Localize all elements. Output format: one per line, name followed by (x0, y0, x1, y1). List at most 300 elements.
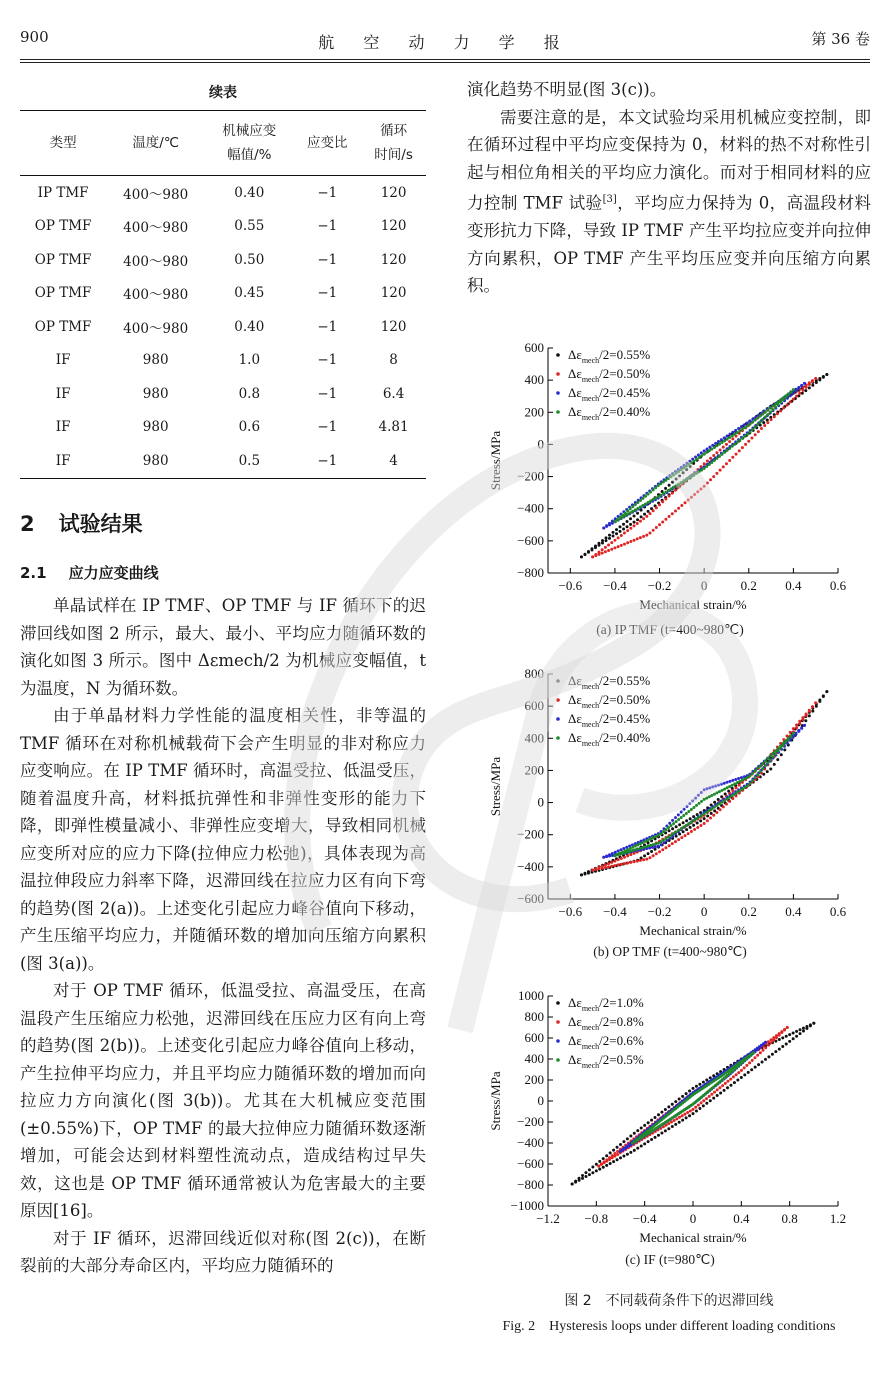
data-point (797, 387, 800, 390)
data-point (587, 872, 590, 875)
data-point (580, 555, 583, 558)
data-point (756, 417, 759, 420)
data-point (738, 439, 741, 442)
data-point (644, 840, 647, 843)
data-point (692, 1087, 695, 1090)
data-point (649, 500, 652, 503)
data-point (712, 475, 715, 478)
data-point (750, 437, 753, 440)
data-point (699, 824, 702, 827)
y-tick-label: 600 (524, 340, 544, 355)
data-point (786, 1026, 789, 1029)
data-point (708, 1095, 711, 1098)
data-point (631, 505, 634, 508)
left-column (20, 70, 426, 479)
data-point (783, 748, 786, 751)
data-point (743, 786, 746, 789)
data-point (612, 531, 615, 534)
x-tick-label: 0.6 (829, 578, 847, 593)
data-point (613, 546, 616, 549)
data-point (698, 816, 701, 819)
data-point (699, 487, 702, 490)
data-point (667, 1127, 670, 1130)
data-point (659, 832, 662, 835)
data-point (718, 455, 721, 458)
data-point (822, 376, 825, 379)
data-point (725, 462, 728, 465)
data-point (767, 1040, 770, 1043)
data-point (624, 851, 627, 854)
data-point (740, 1076, 743, 1079)
data-point (808, 714, 811, 717)
legend-marker (556, 717, 560, 721)
data-point (825, 690, 828, 693)
data-point (642, 535, 645, 538)
data-point (782, 398, 785, 401)
data-point (803, 382, 806, 385)
data-point (700, 451, 703, 454)
y-tick-label: −200 (517, 1114, 544, 1129)
table-cell: 120 (380, 184, 407, 201)
data-point (664, 497, 667, 500)
section-heading: 2 试验结果 (20, 512, 143, 536)
data-point (683, 808, 686, 811)
data-point (695, 804, 698, 807)
data-point (722, 805, 725, 808)
data-point (802, 1030, 805, 1033)
data-point (788, 1033, 791, 1036)
data-point (652, 836, 655, 839)
data-point (626, 850, 629, 853)
data-point (723, 451, 726, 454)
y-axis-label: Stress/MPa (488, 756, 503, 817)
data-point (706, 459, 709, 462)
data-point (655, 506, 658, 509)
data-point (604, 546, 607, 549)
data-point (705, 811, 708, 814)
data-point (682, 821, 685, 824)
data-point (695, 458, 698, 461)
parameter-table (20, 110, 426, 479)
data-point (661, 500, 664, 503)
data-point (652, 498, 655, 501)
chart-op-tmf-caption: (b) OP TMF (t=400~980℃) (593, 944, 747, 959)
data-point (671, 1125, 674, 1128)
data-point (643, 1124, 646, 1127)
table-cell: 0.8 (238, 385, 261, 402)
data-point (674, 1123, 677, 1126)
data-point (804, 389, 807, 392)
data-point (629, 1135, 632, 1138)
x-tick-label: −0.6 (558, 904, 583, 919)
data-point (818, 378, 821, 381)
data-point (685, 805, 688, 808)
data-point (578, 1179, 581, 1182)
data-point (685, 465, 688, 468)
data-point (614, 851, 617, 854)
data-point (616, 853, 619, 856)
data-point (636, 501, 639, 504)
data-point (799, 1032, 802, 1035)
data-point (698, 456, 701, 459)
data-point (662, 839, 665, 842)
x-axis-label: Mechanical strain/% (639, 1230, 747, 1245)
table-cell: −1 (317, 352, 338, 369)
table-cell: IF (55, 352, 71, 369)
data-point (672, 474, 675, 477)
data-point (735, 453, 738, 456)
data-point (798, 722, 801, 725)
data-point (735, 786, 738, 789)
table-cell: 0.55 (234, 218, 265, 235)
data-point (770, 1038, 773, 1041)
data-point (622, 523, 625, 526)
data-point (612, 535, 615, 538)
data-point (692, 460, 695, 463)
data-point (752, 1051, 755, 1054)
data-point (642, 517, 645, 520)
chart-if-caption: (c) IF (t=980℃) (625, 1252, 715, 1267)
data-point (743, 777, 746, 780)
data-point (774, 749, 777, 752)
data-point (703, 485, 706, 488)
data-point (633, 860, 636, 863)
table-cell: 4 (361, 444, 426, 478)
data-point (718, 1086, 721, 1089)
data-point (658, 523, 661, 526)
data-point (617, 545, 620, 548)
data-point (706, 482, 709, 485)
table-cell: 400～980 (123, 253, 189, 270)
data-point (639, 520, 642, 523)
data-point (795, 1030, 798, 1033)
data-point (670, 475, 673, 478)
table-cell: −1 (293, 444, 361, 478)
data-point (754, 419, 757, 422)
data-point (661, 848, 664, 851)
data-point (601, 548, 604, 551)
data-point (598, 1160, 601, 1163)
data-point (789, 731, 792, 734)
data-point (737, 1071, 740, 1074)
legend-label: $\Delta\varepsilon_{mech}/2=0.8\%$ (568, 1014, 644, 1032)
table-cell: 400～980 (123, 320, 189, 337)
data-point (743, 1066, 746, 1069)
data-point (641, 841, 644, 844)
data-point (792, 732, 795, 735)
data-point (626, 541, 629, 544)
data-point (690, 475, 693, 478)
data-point (724, 1082, 727, 1085)
data-point (626, 862, 629, 865)
data-point (611, 1156, 614, 1159)
column-header: 机械应变 幅值/% (205, 111, 293, 176)
data-point (623, 856, 626, 859)
chart-ip-tmf-svg (470, 338, 870, 628)
data-point (689, 826, 692, 829)
data-point (654, 842, 657, 845)
legend-label: $\Delta\varepsilon_{mech}/2=0.40\%$ (568, 404, 651, 422)
data-point (657, 834, 660, 837)
left-body-text (20, 592, 426, 1280)
data-point (769, 754, 772, 757)
data-point (664, 1129, 667, 1132)
data-point (581, 1177, 584, 1180)
data-point (731, 794, 734, 797)
data-point (629, 850, 632, 853)
data-point (769, 406, 772, 409)
data-point (690, 461, 693, 464)
legend-marker (556, 1020, 560, 1024)
x-tick-label: −1.2 (536, 1211, 560, 1226)
legend-label: $\Delta\varepsilon_{mech}/2=0.50\%$ (568, 366, 651, 384)
data-point (746, 776, 749, 779)
data-point (761, 418, 764, 421)
data-point (702, 1099, 705, 1102)
data-point (684, 501, 687, 504)
y-tick-label: 800 (524, 666, 544, 681)
data-point (792, 1037, 795, 1040)
legend-label: $\Delta\varepsilon_{mech}/2=0.6\%$ (568, 1033, 644, 1051)
data-point (709, 1099, 712, 1102)
data-point (601, 541, 604, 544)
data-point (634, 508, 637, 511)
data-point (769, 758, 772, 761)
legend-marker (556, 1001, 560, 1005)
data-point (789, 735, 792, 738)
data-point (685, 812, 688, 815)
data-point (728, 780, 731, 783)
data-point (631, 849, 634, 852)
data-point (743, 426, 746, 429)
data-point (759, 415, 762, 418)
data-point (657, 495, 660, 498)
data-point (692, 806, 695, 809)
data-point (814, 701, 817, 704)
data-point (607, 865, 610, 868)
data-point (644, 502, 647, 505)
data-point (715, 811, 718, 814)
data-point (668, 844, 671, 847)
data-point (692, 1112, 695, 1115)
x-tick-label: 0.4 (733, 1211, 750, 1226)
y-tick-label: −600 (517, 891, 544, 906)
data-point (726, 434, 729, 437)
data-point (648, 532, 651, 535)
data-point (605, 1154, 608, 1157)
data-point (748, 1061, 751, 1064)
data-point (636, 512, 639, 515)
data-point (699, 819, 702, 822)
column-header: 应变比 (293, 111, 361, 176)
y-axis-label: Stress/MPa (488, 430, 503, 491)
data-point (664, 828, 667, 831)
data-point (657, 1134, 660, 1137)
table-row (20, 210, 426, 244)
data-point (782, 744, 785, 747)
chart-op-tmf (470, 664, 870, 948)
y-tick-label: 0 (537, 436, 544, 452)
data-point (668, 515, 671, 518)
data-point (671, 492, 674, 495)
data-point (689, 817, 692, 820)
table-row (20, 243, 426, 277)
legend-marker (556, 372, 560, 376)
data-point (652, 509, 655, 512)
data-point (705, 465, 708, 468)
data-point (812, 1022, 815, 1025)
data-point (731, 445, 734, 448)
data-point (792, 727, 795, 730)
data-point (778, 1034, 781, 1037)
data-point (756, 767, 759, 770)
data-point (785, 1042, 788, 1045)
data-point (731, 797, 734, 800)
data-point (705, 1097, 708, 1100)
data-point (610, 541, 613, 544)
data-point (680, 481, 683, 484)
data-point (761, 767, 764, 770)
column-header: 温度/℃ (106, 111, 205, 176)
data-point (621, 516, 624, 519)
data-point (805, 1027, 808, 1030)
data-point (633, 539, 636, 542)
legend-label: $\Delta\varepsilon_{mech}/2=0.5\%$ (568, 1052, 644, 1070)
data-point (626, 529, 629, 532)
data-point (647, 493, 650, 496)
data-point (664, 837, 667, 840)
data-point (678, 1097, 681, 1100)
data-point (698, 802, 701, 805)
data-point (779, 747, 782, 750)
data-point (580, 873, 583, 876)
data-point (621, 852, 624, 855)
data-point (640, 1145, 643, 1148)
data-point (687, 463, 690, 466)
data-point (670, 1121, 673, 1124)
data-point (681, 1119, 684, 1122)
x-tick-label: −0.4 (632, 1211, 657, 1226)
data-point (710, 794, 713, 797)
data-point (633, 524, 636, 527)
data-point (680, 468, 683, 471)
data-point (708, 809, 711, 812)
data-point (788, 1040, 791, 1043)
data-point (733, 1081, 736, 1084)
data-point (811, 384, 814, 387)
data-point (700, 1101, 703, 1104)
table-cell: −1 (317, 419, 338, 436)
x-tick-label: 1.2 (829, 1211, 847, 1226)
data-point (613, 1152, 616, 1155)
data-point (766, 408, 769, 411)
data-point (657, 845, 660, 848)
data-point (680, 827, 683, 830)
data-point (731, 434, 734, 437)
data-point (792, 1032, 795, 1035)
data-point (703, 453, 706, 456)
data-point (715, 791, 718, 794)
y-tick-label: 200 (524, 1072, 544, 1087)
data-point (626, 520, 629, 523)
data-point (751, 779, 754, 782)
x-tick-label: 0 (700, 904, 708, 919)
data-point (581, 1174, 584, 1177)
data-point (756, 1054, 759, 1057)
data-point (763, 424, 766, 427)
data-point (766, 413, 769, 416)
data-point (769, 768, 772, 771)
data-point (670, 487, 673, 490)
data-point (725, 443, 728, 446)
data-point (613, 860, 616, 863)
data-point (759, 1051, 762, 1054)
data-point (738, 449, 741, 452)
legend-label: $\Delta\varepsilon_{mech}/2=0.50\%$ (568, 692, 651, 710)
data-point (780, 753, 783, 756)
table-cell: −1 (317, 184, 338, 201)
data-point (688, 1114, 691, 1117)
data-point (597, 1165, 600, 1168)
data-point (639, 859, 642, 862)
data-point (719, 469, 722, 472)
table-cell: 400～980 (123, 220, 189, 237)
table-cell: −1 (317, 318, 338, 335)
data-point (695, 1085, 698, 1088)
data-point (696, 490, 699, 493)
data-point (726, 1086, 729, 1089)
x-tick-label: −0.6 (558, 578, 583, 593)
data-point (677, 829, 680, 832)
legend-label: $\Delta\varepsilon_{mech}/2=0.45\%$ (568, 711, 651, 729)
data-point (668, 829, 671, 832)
data-point (723, 1089, 726, 1092)
data-point (760, 427, 763, 430)
data-point (694, 797, 697, 800)
data-point (610, 865, 613, 868)
data-point (747, 1071, 750, 1074)
data-point (718, 443, 721, 446)
data-point (710, 812, 713, 815)
data-point (702, 1104, 705, 1107)
data-point (677, 486, 680, 489)
data-point (617, 536, 620, 539)
y-tick-label: −800 (517, 1177, 544, 1192)
data-point (710, 448, 713, 451)
data-point (636, 1147, 639, 1150)
data-point (660, 1132, 663, 1135)
data-point (713, 806, 716, 809)
x-tick-label: 0 (700, 578, 708, 593)
data-point (726, 781, 729, 784)
data-point (690, 808, 693, 811)
data-point (767, 1055, 770, 1058)
data-point (644, 495, 647, 498)
data-point (664, 479, 667, 482)
data-point (636, 1129, 639, 1132)
data-point (801, 718, 804, 721)
data-point (792, 388, 795, 391)
data-point (587, 551, 590, 554)
data-point (692, 473, 695, 476)
data-point (741, 779, 744, 782)
data-point (677, 818, 680, 821)
data-point (726, 438, 729, 441)
data-point (672, 486, 675, 489)
data-point (783, 1029, 786, 1032)
table-cell: 0.5 (205, 444, 293, 478)
volume-label: 第 36 卷 (811, 30, 870, 48)
